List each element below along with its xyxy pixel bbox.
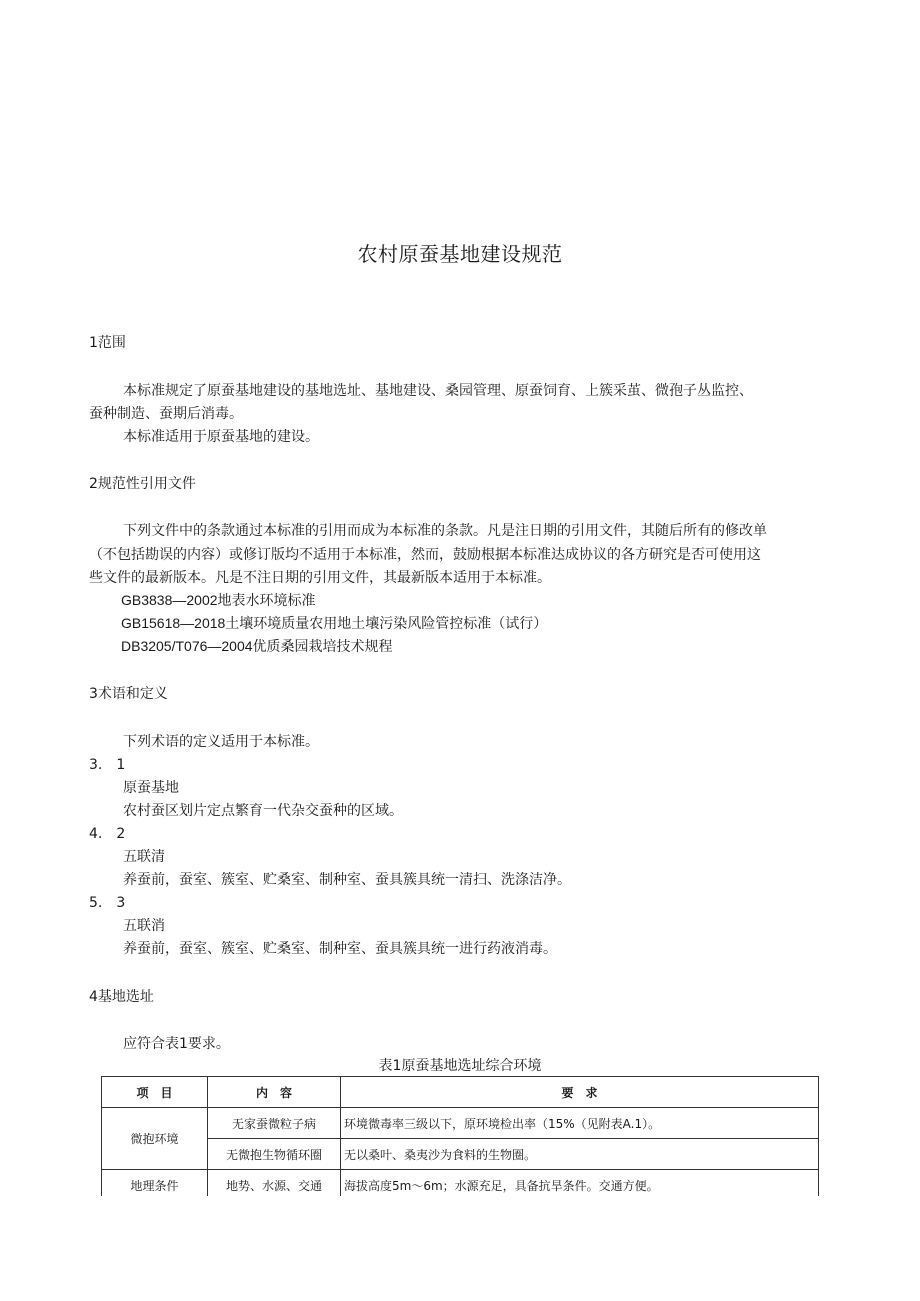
term-definition: 农村蚕区划片定点繁育一代杂交蚕种的区域。	[123, 803, 403, 819]
header-item: 项 目	[102, 1077, 208, 1108]
table-row	[102, 1139, 819, 1170]
row-requirement: 环境微毒率三级以下，原环境检出率（15%（见附表A.1）。	[341, 1108, 819, 1139]
term-name: 五联清	[123, 849, 165, 865]
header-requirement: 要 求	[341, 1077, 819, 1108]
table-caption: 表1原蚕基地选址综合环境	[378, 1058, 542, 1074]
section-heading-references: 2规范性引用文件	[89, 476, 196, 492]
section-heading-scope: 1范围	[89, 335, 126, 351]
section-heading-terms: 3术语和定义	[89, 686, 168, 702]
references-paragraph-line3: 些文件的最新版本。凡是不注日期的引用文件，其最新版本适用于本标准。	[89, 570, 551, 586]
row-requirement: 海拔高度5m〜6m；水源充足，具备抗旱条件。交通方便。	[341, 1170, 819, 1201]
references-paragraph-line2: （不包括勘误的内容）或修订版均不适用于本标准，然而，鼓励根据本标准达成协议的各方研究是否可使用这	[89, 547, 761, 563]
row-content: 无微抱生物循环圈	[208, 1139, 341, 1170]
term-number: 3. 1	[89, 757, 126, 773]
references-paragraph-line1: 下列文件中的条款通过本标准的引用而成为本标准的条款。凡是注日期的引用文件，其随后所有的修改单	[123, 523, 767, 539]
term-number: 5. 3	[89, 895, 126, 911]
row-content: 地势、水源、交通	[208, 1170, 341, 1201]
term-number: 4. 2	[89, 826, 126, 842]
document-title: 农村原蚕基地建设规范	[357, 242, 563, 266]
row-content: 无家蚕微粒子病	[208, 1108, 341, 1139]
site-selection-intro: 应符合表1要求。	[123, 1036, 230, 1052]
scope-paragraph-line1: 本标准规定了原蚕基地建设的基地选址、基地建设、桑园管理、原蚕饲育、上簇采茧、微孢子丛监控、	[123, 383, 753, 399]
site-selection-table	[101, 1076, 819, 1201]
term-definition: 养蚕前，蚕室、簇室、贮桑室、制种室、蚕具簇具统一进行药液消毒。	[123, 941, 557, 957]
reference-item: GB3838—2002地表水环境标准	[121, 592, 316, 608]
term-name: 五联消	[123, 918, 165, 934]
reference-item: GB15618—2018土壤环境质量农用地土壤污染风险管控标准（试行）	[121, 615, 548, 631]
section-heading-site-selection: 4基地选址	[89, 989, 154, 1005]
term-name: 原蚕基地	[123, 780, 179, 796]
scope-paragraph-applicability: 本标准适用于原蚕基地的建设。	[123, 429, 319, 445]
table-header-row	[102, 1077, 819, 1108]
table-row	[102, 1108, 819, 1139]
group-microspore-environment: 微抱环境	[102, 1108, 208, 1170]
term-definition: 养蚕前，蚕室、簇室、贮桑室、制种室、蚕具簇具统一清扫、洗涤洁净。	[123, 872, 571, 888]
page-bottom-cutoff	[100, 1196, 820, 1301]
scope-paragraph-line2: 蚕种制造、蚕期后消毒。	[89, 406, 243, 422]
row-requirement: 无以桑叶、桑夷沙为食料的生物圈。	[341, 1139, 819, 1170]
reference-item: DB3205/T076—2004优质桑园栽培技术规程	[121, 638, 393, 654]
group-geographic-conditions: 地理条件	[102, 1170, 208, 1201]
header-content: 内 容	[208, 1077, 341, 1108]
terms-intro: 下列术语的定义适用于本标准。	[123, 734, 319, 750]
